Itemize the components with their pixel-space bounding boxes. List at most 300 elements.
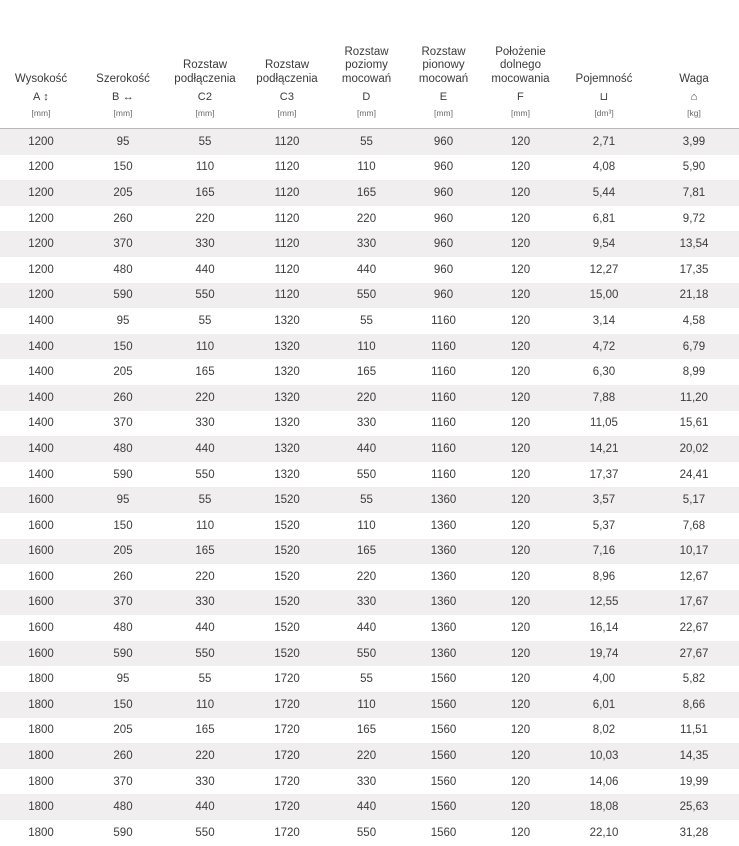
table-cell: 1560: [405, 794, 482, 820]
column-header-unit: [mm]: [277, 108, 297, 118]
column-header-code: [112, 91, 134, 103]
table-row: [0, 794, 739, 820]
table-cell: 1200: [0, 129, 82, 155]
column-header-content: [168, 0, 242, 118]
column-header-content: [409, 0, 478, 118]
table-cell: 1720: [246, 718, 328, 744]
table-cell: 330: [328, 231, 405, 257]
table-cell: 14,06: [559, 769, 649, 795]
table-cell: 590: [82, 641, 164, 667]
column-header-title: Położenie dolnego mocowania: [491, 45, 550, 85]
table-cell: 165: [328, 180, 405, 206]
table-cell: 205: [82, 718, 164, 744]
table-cell: 11,20: [649, 385, 739, 411]
table-cell: 8,02: [559, 718, 649, 744]
table-cell: 18,08: [559, 794, 649, 820]
table-cell: 110: [328, 334, 405, 360]
table-cell: 205: [82, 539, 164, 565]
table-cell: 220: [328, 564, 405, 590]
column-header-c2: [164, 0, 246, 129]
table-cell: 220: [164, 385, 246, 411]
table-cell: 1160: [405, 359, 482, 385]
table-cell: 550: [328, 283, 405, 309]
table-cell: 150: [82, 513, 164, 539]
table-row: [0, 385, 739, 411]
table-cell: 9,72: [649, 206, 739, 232]
column-header-unit: [mm]: [195, 108, 215, 118]
table-cell: 960: [405, 206, 482, 232]
table-row: [0, 692, 739, 718]
table-cell: 55: [328, 308, 405, 334]
table-cell: 1560: [405, 692, 482, 718]
table-cell: 55: [328, 129, 405, 155]
column-header-e: [405, 0, 482, 129]
table-cell: 95: [82, 487, 164, 513]
table-cell: 440: [328, 615, 405, 641]
table-row: [0, 411, 739, 437]
table-row: [0, 308, 739, 334]
table-cell: 120: [482, 436, 559, 462]
column-header-content: [250, 0, 324, 118]
table-cell: 1600: [0, 487, 82, 513]
table-cell: 220: [164, 206, 246, 232]
table-cell: 16,14: [559, 615, 649, 641]
table-cell: 120: [482, 820, 559, 846]
column-code-label: C3: [279, 91, 295, 103]
table-cell: 205: [82, 180, 164, 206]
table-cell: 1360: [405, 641, 482, 667]
column-header-code: [440, 91, 448, 103]
table-cell: 120: [482, 718, 559, 744]
table-cell: 11,51: [649, 718, 739, 744]
table-row: [0, 334, 739, 360]
table-cell: 1200: [0, 257, 82, 283]
column-dimension-icon: ⊔: [599, 91, 609, 103]
table-row: [0, 206, 739, 232]
table-row: [0, 769, 739, 795]
column-header-col7: [559, 0, 649, 129]
column-header-content: [653, 0, 735, 118]
table-cell: 1560: [405, 666, 482, 692]
table-cell: 2,71: [559, 129, 649, 155]
table-cell: 55: [328, 666, 405, 692]
table-cell: 9,54: [559, 231, 649, 257]
column-header-code: [280, 91, 294, 103]
table-cell: 260: [82, 743, 164, 769]
table-cell: 120: [482, 462, 559, 488]
table-cell: 8,99: [649, 359, 739, 385]
table-cell: 150: [82, 155, 164, 181]
column-header-title: Wysokość: [14, 72, 68, 85]
table-cell: 1600: [0, 590, 82, 616]
table-cell: 1800: [0, 794, 82, 820]
table-cell: 95: [82, 129, 164, 155]
table-cell: 370: [82, 231, 164, 257]
table-cell: 22,67: [649, 615, 739, 641]
table-cell: 165: [328, 359, 405, 385]
table-cell: 1320: [246, 359, 328, 385]
table-cell: 1400: [0, 334, 82, 360]
table-cell: 480: [82, 257, 164, 283]
table-cell: 15,00: [559, 283, 649, 309]
table-cell: 1800: [0, 769, 82, 795]
table-cell: 1400: [0, 436, 82, 462]
table-cell: 1400: [0, 411, 82, 437]
table-cell: 4,72: [559, 334, 649, 360]
table-cell: 17,37: [559, 462, 649, 488]
column-code-label: A: [33, 91, 40, 103]
column-header-col8: [649, 0, 739, 129]
table-row: [0, 359, 739, 385]
column-header-content: [4, 0, 78, 118]
table-row: [0, 641, 739, 667]
table-cell: 20,02: [649, 436, 739, 462]
column-header-b: [82, 0, 164, 129]
table-cell: 22,10: [559, 820, 649, 846]
table-cell: 480: [82, 615, 164, 641]
table-cell: 55: [328, 487, 405, 513]
table-cell: 1520: [246, 564, 328, 590]
table-cell: 330: [164, 769, 246, 795]
table-cell: 1160: [405, 334, 482, 360]
table-cell: 550: [164, 283, 246, 309]
table-cell: 11,05: [559, 411, 649, 437]
table-cell: 960: [405, 231, 482, 257]
table-cell: 120: [482, 641, 559, 667]
table-cell: 1120: [246, 206, 328, 232]
table-cell: 1120: [246, 283, 328, 309]
column-dimension-icon: ↕: [43, 91, 49, 103]
table-row: [0, 180, 739, 206]
table-cell: 1120: [246, 180, 328, 206]
table-cell: 120: [482, 539, 559, 565]
table-cell: 55: [164, 308, 246, 334]
table-cell: 7,68: [649, 513, 739, 539]
table-cell: 1560: [405, 743, 482, 769]
table-cell: 1520: [246, 513, 328, 539]
table-cell: 5,82: [649, 666, 739, 692]
table-cell: 1360: [405, 487, 482, 513]
table-cell: 260: [82, 206, 164, 232]
table-cell: 960: [405, 257, 482, 283]
table-cell: 550: [164, 462, 246, 488]
table-cell: 220: [328, 743, 405, 769]
table-cell: 120: [482, 513, 559, 539]
table-cell: 12,27: [559, 257, 649, 283]
table-cell: 1400: [0, 462, 82, 488]
column-header-title: Pojemność: [575, 72, 633, 85]
table-cell: 1600: [0, 564, 82, 590]
table-cell: 55: [164, 487, 246, 513]
table-cell: 370: [82, 590, 164, 616]
table-cell: 1400: [0, 308, 82, 334]
column-header-unit: [mm]: [113, 108, 133, 118]
table-cell: 260: [82, 385, 164, 411]
table-cell: 120: [482, 283, 559, 309]
table-cell: 550: [328, 641, 405, 667]
table-cell: 1800: [0, 692, 82, 718]
table-cell: 1200: [0, 180, 82, 206]
table-cell: 120: [482, 334, 559, 360]
table-cell: 165: [328, 718, 405, 744]
table-body: [0, 129, 739, 846]
table-cell: 150: [82, 692, 164, 718]
table-cell: 110: [164, 692, 246, 718]
column-header-code: [691, 91, 698, 103]
table-cell: 110: [164, 334, 246, 360]
table-cell: 110: [164, 513, 246, 539]
table-cell: 120: [482, 769, 559, 795]
table-cell: 1320: [246, 334, 328, 360]
table-cell: 960: [405, 283, 482, 309]
table-cell: 260: [82, 564, 164, 590]
table-cell: 10,17: [649, 539, 739, 565]
table-cell: 165: [164, 359, 246, 385]
table-cell: 12,67: [649, 564, 739, 590]
table-cell: 590: [82, 820, 164, 846]
table-cell: 3,57: [559, 487, 649, 513]
table-cell: 120: [482, 411, 559, 437]
table-cell: 960: [405, 129, 482, 155]
table-row: [0, 462, 739, 488]
table-cell: 110: [328, 513, 405, 539]
table-cell: 1800: [0, 820, 82, 846]
column-header-unit: [kg]: [687, 108, 701, 118]
column-header-title: Rozstaw podłączenia: [256, 59, 318, 85]
column-code-label: F: [517, 91, 524, 103]
table-cell: 4,58: [649, 308, 739, 334]
table-cell: 960: [405, 180, 482, 206]
table-cell: 10,03: [559, 743, 649, 769]
table-cell: 1800: [0, 666, 82, 692]
table-cell: 1800: [0, 718, 82, 744]
table-cell: 3,99: [649, 129, 739, 155]
table-row: [0, 590, 739, 616]
column-header-unit: [mm]: [31, 108, 51, 118]
column-header-title: Szerokość: [96, 72, 150, 85]
column-header-code: [517, 91, 524, 103]
table-cell: 1720: [246, 692, 328, 718]
table-cell: 330: [164, 590, 246, 616]
table-cell: 14,35: [649, 743, 739, 769]
table-cell: 120: [482, 180, 559, 206]
column-header-unit: [dm³]: [594, 108, 614, 118]
table-cell: 7,88: [559, 385, 649, 411]
table-cell: 7,81: [649, 180, 739, 206]
table-cell: 27,67: [649, 641, 739, 667]
column-header-code: [198, 91, 212, 103]
table-row: [0, 718, 739, 744]
table-cell: 220: [164, 743, 246, 769]
table-cell: 370: [82, 769, 164, 795]
table-cell: 165: [164, 539, 246, 565]
table-cell: 480: [82, 794, 164, 820]
table-cell: 120: [482, 308, 559, 334]
column-code-label: C2: [197, 91, 213, 103]
column-header-code: [362, 91, 370, 103]
table-cell: 120: [482, 231, 559, 257]
table-cell: 550: [164, 641, 246, 667]
table-cell: 1600: [0, 615, 82, 641]
table-cell: 19,99: [649, 769, 739, 795]
table-row: [0, 231, 739, 257]
table-row: [0, 564, 739, 590]
table-cell: 12,55: [559, 590, 649, 616]
column-header-content: [86, 0, 160, 118]
column-header-content: [332, 0, 401, 118]
table-cell: 1520: [246, 615, 328, 641]
table-row: [0, 743, 739, 769]
table-cell: 120: [482, 359, 559, 385]
table-cell: 165: [164, 180, 246, 206]
table-cell: 1520: [246, 487, 328, 513]
table-cell: 1120: [246, 129, 328, 155]
table-cell: 1400: [0, 359, 82, 385]
table-cell: 1360: [405, 564, 482, 590]
table-cell: 1720: [246, 769, 328, 795]
table-cell: 440: [164, 257, 246, 283]
table-cell: 95: [82, 666, 164, 692]
table-cell: 550: [328, 462, 405, 488]
table-cell: 95: [82, 308, 164, 334]
column-header-f: [482, 0, 559, 129]
table-row: [0, 820, 739, 846]
table-cell: 165: [164, 718, 246, 744]
table-cell: 24,41: [649, 462, 739, 488]
table-cell: 19,74: [559, 641, 649, 667]
table-cell: 1520: [246, 539, 328, 565]
table-cell: 960: [405, 155, 482, 181]
table-cell: 1720: [246, 666, 328, 692]
table-cell: 8,66: [649, 692, 739, 718]
column-header-unit: [mm]: [434, 108, 453, 118]
table-cell: 550: [164, 820, 246, 846]
table-cell: 440: [328, 436, 405, 462]
table-cell: 4,00: [559, 666, 649, 692]
column-header-unit: [mm]: [511, 108, 530, 118]
table-cell: 120: [482, 666, 559, 692]
table-cell: 1200: [0, 283, 82, 309]
table-cell: 550: [328, 820, 405, 846]
table-cell: 1120: [246, 231, 328, 257]
table-cell: 220: [164, 564, 246, 590]
table-cell: 120: [482, 385, 559, 411]
table-row: [0, 615, 739, 641]
table-cell: 6,30: [559, 359, 649, 385]
table-cell: 1360: [405, 513, 482, 539]
column-header-code: [33, 91, 49, 103]
table-cell: 1320: [246, 411, 328, 437]
table-cell: 1160: [405, 308, 482, 334]
table-cell: 205: [82, 359, 164, 385]
table-cell: 1160: [405, 462, 482, 488]
table-cell: 15,61: [649, 411, 739, 437]
table-cell: 8,96: [559, 564, 649, 590]
table-cell: 31,28: [649, 820, 739, 846]
table-cell: 120: [482, 155, 559, 181]
column-header-c3: [246, 0, 328, 129]
table-cell: 1560: [405, 820, 482, 846]
table-cell: 330: [164, 411, 246, 437]
table-cell: 120: [482, 590, 559, 616]
table-cell: 1720: [246, 794, 328, 820]
table-cell: 440: [328, 257, 405, 283]
table-header: [0, 0, 739, 129]
table-cell: 590: [82, 283, 164, 309]
column-dimension-icon: ⌂: [690, 91, 698, 103]
table-cell: 1320: [246, 385, 328, 411]
column-header-a: [0, 0, 82, 129]
table-cell: 1200: [0, 206, 82, 232]
column-header-title: Rozstaw pionowy mocowań: [418, 45, 469, 85]
table-cell: 55: [164, 666, 246, 692]
table-cell: 150: [82, 334, 164, 360]
table-cell: 1360: [405, 590, 482, 616]
table-cell: 440: [328, 794, 405, 820]
table-cell: 1320: [246, 462, 328, 488]
table-cell: 3,14: [559, 308, 649, 334]
table-cell: 1520: [246, 641, 328, 667]
table-cell: 1720: [246, 743, 328, 769]
column-header-unit: [mm]: [357, 108, 376, 118]
table-cell: 6,79: [649, 334, 739, 360]
table-cell: 5,17: [649, 487, 739, 513]
table-cell: 1560: [405, 769, 482, 795]
table-cell: 120: [482, 692, 559, 718]
table-cell: 440: [164, 436, 246, 462]
table-cell: 1160: [405, 436, 482, 462]
table-row: [0, 129, 739, 155]
column-header-code: [600, 91, 609, 103]
table-cell: 1560: [405, 718, 482, 744]
table-cell: 6,01: [559, 692, 649, 718]
table-cell: 1160: [405, 385, 482, 411]
table-cell: 1120: [246, 155, 328, 181]
table-cell: 1720: [246, 820, 328, 846]
table-cell: 1600: [0, 539, 82, 565]
table-cell: 1320: [246, 308, 328, 334]
table-cell: 120: [482, 564, 559, 590]
table-cell: 1160: [405, 411, 482, 437]
table-cell: 14,21: [559, 436, 649, 462]
table-cell: 120: [482, 257, 559, 283]
table-cell: 120: [482, 743, 559, 769]
table-cell: 1800: [0, 743, 82, 769]
table-cell: 5,90: [649, 155, 739, 181]
table-cell: 120: [482, 615, 559, 641]
table-cell: 1360: [405, 539, 482, 565]
table-cell: 110: [328, 692, 405, 718]
table-cell: 1120: [246, 257, 328, 283]
table-cell: 120: [482, 794, 559, 820]
table-cell: 1520: [246, 590, 328, 616]
table-row: [0, 539, 739, 565]
table-cell: 1360: [405, 615, 482, 641]
column-header-content: [486, 0, 555, 118]
table-header-row: [0, 0, 739, 129]
table-row: [0, 513, 739, 539]
table-row: [0, 283, 739, 309]
table-cell: 1320: [246, 436, 328, 462]
table-cell: 370: [82, 411, 164, 437]
column-header-title: Waga: [679, 72, 709, 85]
table-cell: 13,54: [649, 231, 739, 257]
table-cell: 4,08: [559, 155, 649, 181]
table-cell: 480: [82, 436, 164, 462]
table-cell: 1600: [0, 641, 82, 667]
table-cell: 55: [164, 129, 246, 155]
table-row: [0, 666, 739, 692]
